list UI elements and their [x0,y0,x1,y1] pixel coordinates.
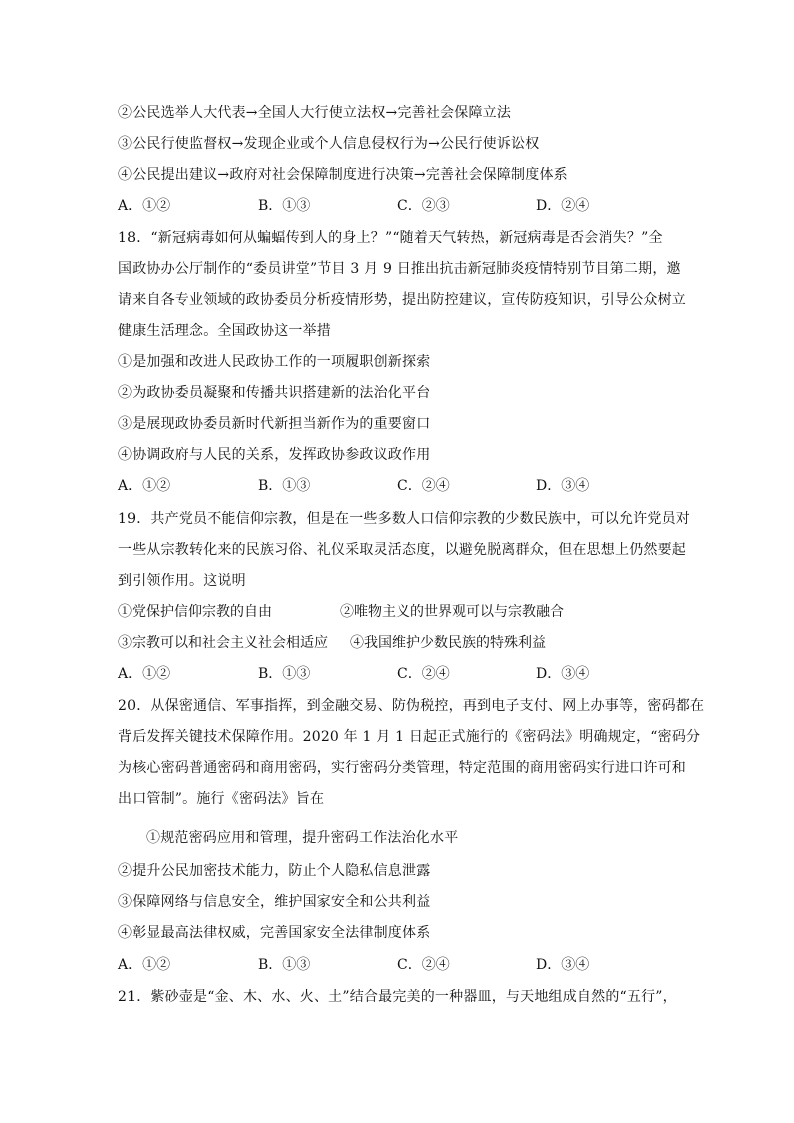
q19-items-row-1 [118,602,678,622]
q18-item-4: ④协调政府与人民的关系，发挥政协参政议政作用 [118,447,431,463]
q20-item-4: ④彰显最高法律权威，完善国家安全法律制度体系 [118,925,431,941]
q20-stem-line: 为核心密码普通密码和商用密码，实行密码分类管理，特定范围的商用密码实行进口许可和 [118,760,686,776]
q18-option-d[interactable]: D．③④ [536,478,590,494]
q19-item-1: ①党保护信仰宗教的自由 [118,604,272,620]
q20-stem-line: 背后发挥关键技术保障作用。2020 年 1 月 1 日起正式施行的《密码法》明确规定，“密码分 [118,729,701,745]
q19-option-a[interactable]: A．①② [118,666,171,682]
q17-option-a[interactable]: A．①② [118,198,171,214]
q20-item-1: ①规范密码应用和管理，提升密码工作法治化水平 [146,830,459,846]
q17-options [118,196,678,216]
q19-stem-line: 一些从宗教转化来的民族习俗、礼仪采取灵活态度，以避免脱离群众，但在思想上仍然要起 [118,542,686,558]
q19-item-4: ④我国维护少数民族的特殊利益 [350,635,546,651]
q17-item-4: ④公民提出建议→政府对社会保障制度进行决策→完善社会保障制度体系 [118,167,568,183]
q20-option-c[interactable]: C．②④ [397,957,450,973]
q18-option-c[interactable]: C．②④ [397,478,450,494]
q18-options [118,476,678,496]
q20-option-a[interactable]: A．①② [118,957,171,973]
q19-option-b[interactable]: B．①③ [258,666,311,682]
q20-option-b[interactable]: B．①③ [258,957,311,973]
q19-options [118,664,678,684]
q20-options [118,955,678,975]
q18-stem-line: 健康生活理念。全国政协这一举措 [118,323,331,339]
q18-item-2: ②为政协委员凝聚和传播共识搭建新的法治化平台 [118,385,431,401]
q20-stem-line: 出口管制”。施行《密码法》旨在 [118,791,325,807]
q18-option-a[interactable]: A．①② [118,478,171,494]
q18-stem-line: 国政协办公厅制作的“委员讲堂”节目 3 月 9 日推出抗击新冠肺炎疫情特别节目第二期，邀 [118,261,681,277]
q19-item-2: ②唯物主义的世界观可以与宗教融合 [340,604,564,620]
q19-option-c[interactable]: C．②④ [397,666,450,682]
q18-stem-line: 请来自各专业领域的政协委员分析疫情形势，提出防控建议，宣传防疫知识，引导公众树立 [118,292,686,308]
q18-item-3: ③是展现政协委员新时代新担当新作为的重要窗口 [118,416,431,432]
q17-item-2: ②公民选举人大代表→全国人大行使立法权→完善社会保障立法 [118,105,512,121]
q19-option-d[interactable]: D．③④ [536,666,590,682]
q18-stem-line: 18．“新冠病毒如何从蝙蝠传到人的身上？”“随着天气转热，新冠病毒是否会消失？”全 [118,230,663,246]
q20-stem-line: 20．从保密通信、军事指挥，到金融交易、防伪税控，再到电子支付、网上办事等，密码都在 [118,698,705,714]
q20-option-d[interactable]: D．③④ [536,957,590,973]
q17-option-b[interactable]: B．①③ [258,198,311,214]
q17-option-d[interactable]: D．②④ [536,198,590,214]
q21-stem-line: 21．紫砂壶是“金、木、水、火、土”结合最完美的一种器皿，与天地组成自然的“五行”， [118,989,677,1005]
q17-item-3: ③公民行使监督权→发现企业或个人信息侵权行为→公民行使诉讼权 [118,136,540,152]
q18-item-1: ①是加强和改进人民政协工作的一项履职创新探索 [118,354,431,370]
q19-item-3: ③宗教可以和社会主义社会相适应 [118,635,328,651]
q17-option-c[interactable]: C．②③ [397,198,450,214]
q19-stem-line: 到引领作用。这说明 [118,573,246,589]
q19-stem-line: 19．共产党员不能信仰宗教，但是在一些多数人口信仰宗教的少数民族中，可以允许党员对 [118,511,691,527]
q18-option-b[interactable]: B．①③ [258,478,311,494]
q19-items-row-2 [118,633,678,653]
q20-item-2: ②提升公民加密技术能力，防止个人隐私信息泄露 [118,863,431,879]
q20-item-3: ③保障网络与信息安全，维护国家安全和公共利益 [118,894,431,910]
